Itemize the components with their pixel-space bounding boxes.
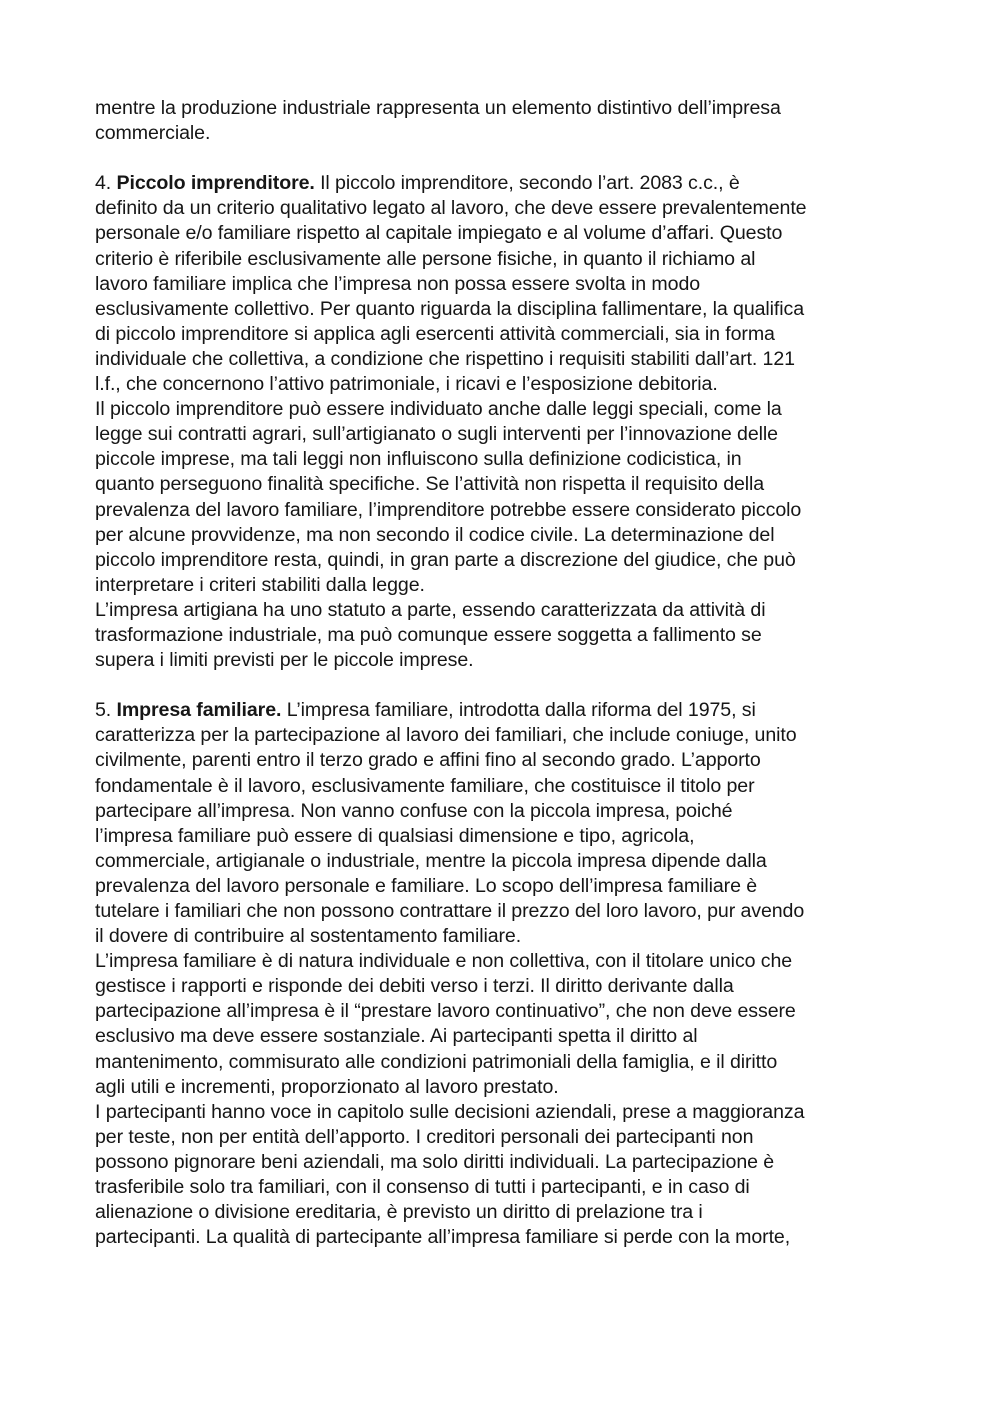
section-4-first-line-text: Il piccolo imprenditore, secondo l’art. 2083 c.c., è [314,172,740,195]
text-line: piccole imprese, ma tali leggi non influiscono sulla definizione codicistica, in [95,448,742,471]
section-4-number: 4. [95,172,117,195]
text-line: Il piccolo imprenditore può essere individuato anche dalle leggi speciali, come la [95,398,782,421]
text-line: esclusivo ma deve essere sostanziale. Ai partecipanti spetta il diritto al [95,1025,698,1048]
text-line: alienazione o divisione ereditaria, è previsto un diritto di prelazione tra i [95,1201,703,1224]
text-line: L’impresa artigiana ha uno statuto a parte, essendo caratterizzata da attività di [95,598,766,621]
text-line: interpretare i criteri stabiliti dalla legge. [95,573,425,596]
section-4 [95,171,905,673]
text-line: supera i limiti previsti per le piccole imprese. [95,649,474,672]
text-line: esclusivamente collettivo. Per quanto riguarda la disciplina fallimentare, la qualifica [95,297,805,320]
section-4-first-line [95,171,905,196]
text-line: L’impresa familiare è di natura individuale e non collettiva, con il titolare unico che [95,950,793,973]
paragraph-spacer [95,146,905,171]
text-line: fondamentale è il lavoro, esclusivamente familiare, che costituisce il titolo per [95,774,755,797]
text-line: I partecipanti hanno voce in capitolo sulle decisioni aziendali, prese a maggioranza [95,1100,805,1123]
text-line: l’impresa familiare può essere di qualsiasi dimensione e tipo, agricola, [95,824,695,847]
text-line: possono pignorare beni aziendali, ma solo diritti individuali. La partecipazione è [95,1150,775,1173]
text-line: trasformazione industriale, ma può comunque essere soggetta a fallimento se [95,623,762,646]
text-line: individuale che collettiva, a condizione che rispettino i requisiti stabiliti dall’art. 121 [95,347,795,370]
section-5-first-line [95,698,905,723]
text-line: partecipanti. La qualità di partecipante all’impresa familiare si perde con la morte, [95,1226,791,1249]
text-line: caratterizza per la partecipazione al lavoro dei familiari, che include coniuge, unito [95,724,797,747]
text-line: personale e/o familiare rispetto al capitale impiegato e al volume d’affari. Questo [95,222,783,245]
text-line: partecipazione all’impresa è il “prestare lavoro continuativo”, che non deve essere [95,1000,796,1023]
text-line: il dovere di contribuire al sostentamento familiare. [95,925,522,948]
text-line: legge sui contratti agrari, sull’artigianato o sugli interventi per l’innovazione delle [95,423,778,446]
text-line: trasferibile solo tra familiari, con il consenso di tutti i partecipanti, e in caso di [95,1176,750,1199]
text-line: civilmente, parenti entro il terzo grado e affini fino al secondo grado. L’apporto [95,749,761,772]
text-line: definito da un criterio qualitativo legato al lavoro, che deve essere prevalentemente [95,197,807,220]
text-line: mentre la produzione industriale rappresenta un elemento distintivo dell’impresa [95,97,781,119]
text-line: commerciale, artigianale o industriale, mentre la piccola impresa dipende dalla [95,849,767,872]
text-line: mantenimento, commisurato alle condizioni patrimoniali della famiglia, e il diritto [95,1050,778,1073]
text-line: per teste, non per entità dell’apporto. I creditori personali dei partecipanti non [95,1125,754,1148]
section-5-heading: Impresa familiare. [116,699,282,722]
text-line: partecipare all’impresa. Non vanno confuse con la piccola impresa, poiché [95,799,733,822]
text-line: prevalenza del lavoro personale e familiare. Lo scopo dell’impresa familiare è [95,874,758,897]
section-5-number: 5. [95,699,117,722]
text-line: di piccolo imprenditore si applica agli esercenti attività commerciali, sia in forma [95,322,775,345]
text-line: l.f., che concernono l’attivo patrimoniale, i ricavi e l’esposizione debitoria. [95,373,718,396]
text-line: criterio è riferibile esclusivamente alle persone fisiche, in quanto il richiamo al [95,247,756,270]
text-line: commerciale. [95,122,211,145]
text-line: lavoro familiare implica che l’impresa non possa essere svolta in modo [95,272,701,295]
text-line: piccolo imprenditore resta, quindi, in gran parte a discrezione del giudice, che può [95,548,796,571]
text-line: prevalenza del lavoro familiare, l’imprenditore potrebbe essere considerato piccolo [95,498,802,521]
intro-paragraph [95,96,905,146]
text-line: agli utili e incrementi, proporzionato al lavoro prestato. [95,1075,559,1098]
section-5-first-line-text: L’impresa familiare, introdotta dalla riforma del 1975, si [281,699,756,722]
text-line: quanto perseguono finalità specifiche. Se l’attività non rispetta il requisito della [95,473,765,496]
text-line: tutelare i familiari che non possono contrattare il prezzo del loro lavoro, pur avendo [95,900,805,922]
section-4-heading: Piccolo imprenditore. [116,172,315,195]
section-5 [95,698,905,1250]
text-line: gestisce i rapporti e risponde dei debiti verso i terzi. Il diritto derivante dalla [95,975,734,998]
text-line: per alcune provvidenze, ma non secondo il codice civile. La determinazione del [95,523,775,546]
document-body [95,96,905,1250]
paragraph-spacer [95,673,905,698]
